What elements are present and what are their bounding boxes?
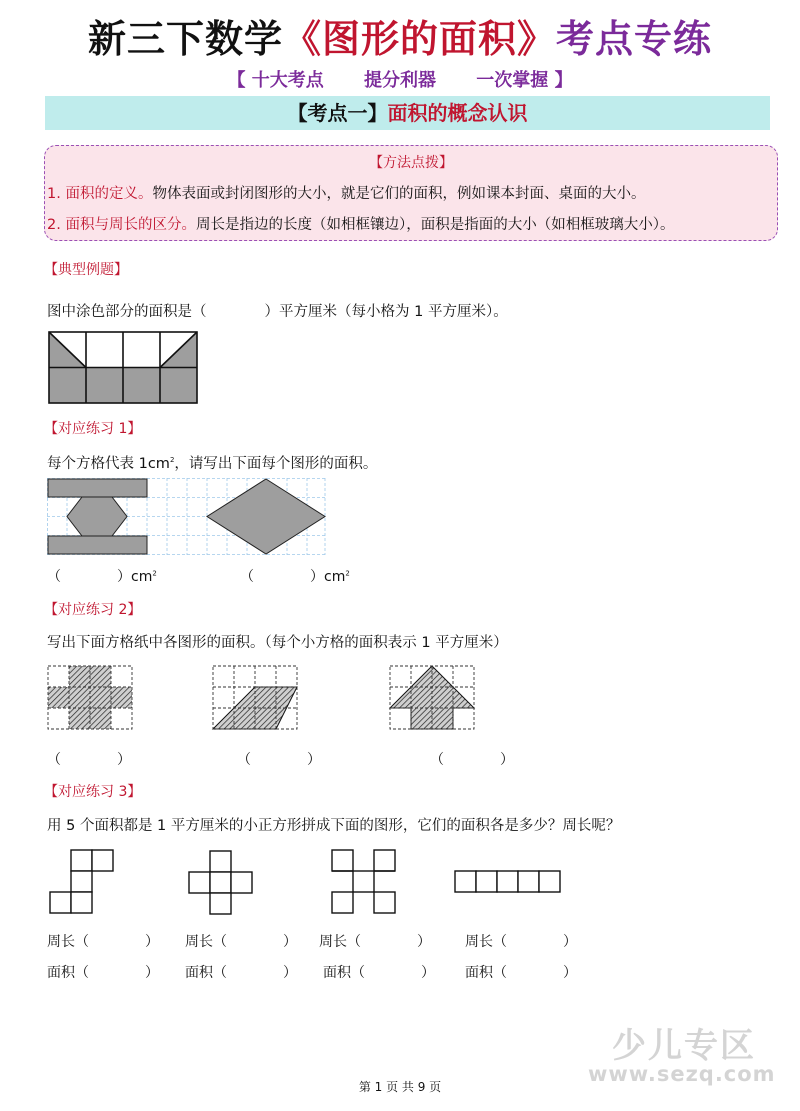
example-figure (48, 331, 198, 404)
watermark-url: www.sezq.com (588, 1062, 776, 1086)
practice1-answer-2: （ ）$cm^2$ (240, 569, 350, 585)
example-heading: 【典型例题】 (44, 262, 128, 278)
page-number: 第 1 页 共 9 页 (358, 1080, 442, 1094)
practice3-perimeter-2: 周长（ ） (185, 934, 297, 950)
practice3-figures (46, 847, 566, 917)
method-heading: 【方法点拨】 (369, 155, 453, 171)
watermark-logo: 少儿专区 (612, 1026, 756, 1066)
practice1-heading: 【对应练习 1】 (44, 421, 142, 437)
practice2-answer-2: （ ） (237, 752, 321, 768)
practice2-question: 写出下面方格纸中各图形的面积。（每个小方格的面积表示 1 平方厘米） (47, 635, 508, 651)
topic-banner: 【考点一】面积的概念认识 (45, 96, 770, 130)
practice3-perimeter-4: 周长（ ） (465, 934, 577, 950)
example-question: 图中涂色部分的面积是（ ）平方厘米（每小格为 1 平方厘米）。 (47, 304, 508, 320)
practice1-question: 每个方格代表 $1cm^2$，请写出下面每个图形的面积。 (47, 456, 378, 472)
practice3-area-4: 面积（ ） (465, 965, 577, 981)
method-box (44, 145, 778, 241)
practice3-area-3: 面积（ ） (323, 965, 435, 981)
practice3-question: 用 5 个面积都是 1 平方厘米的小正方形拼成下面的图形，它们的面积各是多少？周长呢？ (47, 818, 621, 834)
practice2-heading: 【对应练习 2】 (44, 602, 142, 618)
practice2-answer-1: （ ） (47, 752, 131, 768)
practice3-heading: 【对应练习 3】 (44, 784, 142, 800)
method-item-2: 2. 面积与周长的区分。周长是指边的长度（如相框镶边），面积是指面的大小（如相框玻璃大小）。 (47, 217, 675, 233)
practice3-perimeter-1: 周长（ ） (47, 934, 159, 950)
method-item-1: 1. 面积的定义。物体表面或封闭图形的大小，就是它们的面积，例如课本封面、桌面的大小。 (47, 186, 646, 202)
practice3-area-1: 面积（ ） (47, 965, 159, 981)
practice3-perimeter-3: 周长（ ） (319, 934, 431, 950)
subtitle: 【 十大考点 提分利器 一次掌握 】 (227, 70, 573, 91)
practice3-area-2: 面积（ ） (185, 965, 297, 981)
practice1-answer-1: （ ）$cm^2$ (47, 569, 157, 585)
page-title: 新三下数学《图形的面积》考点专练 (87, 17, 713, 61)
practice2-answer-3: （ ） (430, 752, 514, 768)
practice1-grid-figure (47, 478, 327, 556)
practice2-figures (45, 663, 495, 738)
